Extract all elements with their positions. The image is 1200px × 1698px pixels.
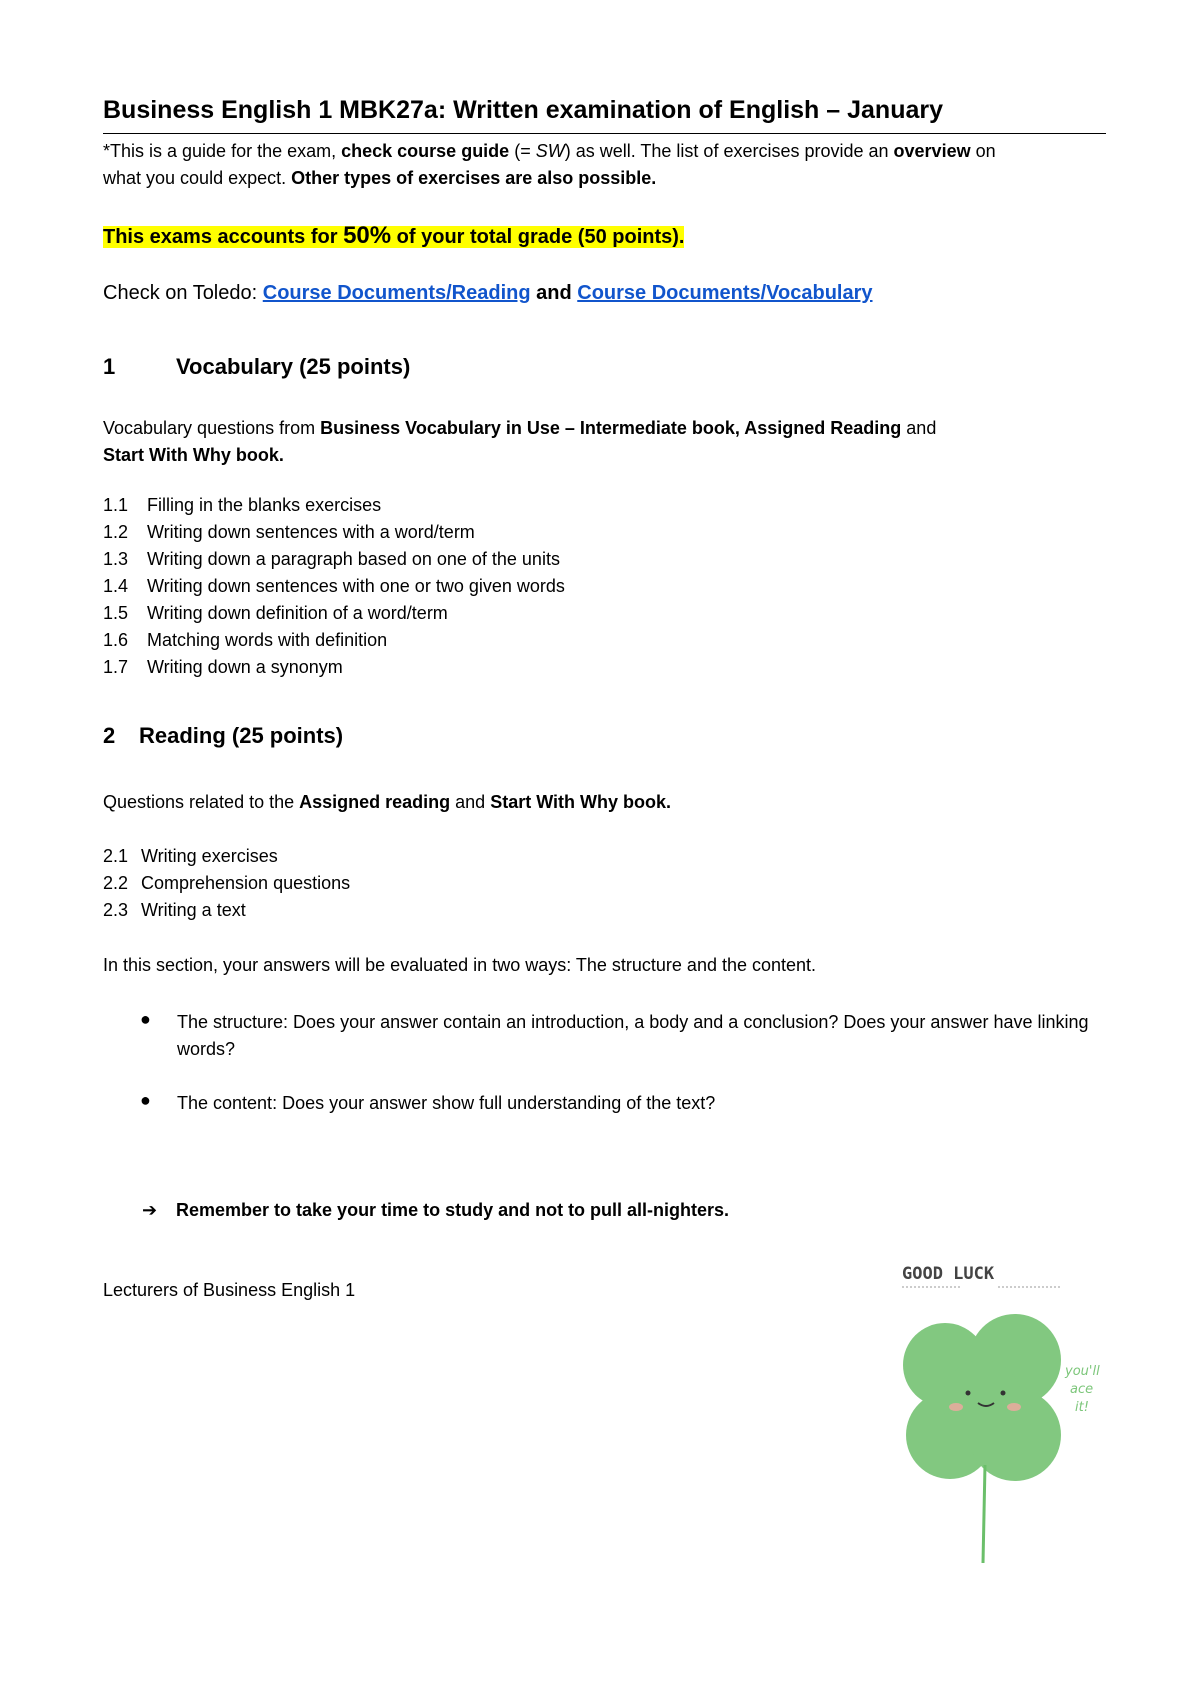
toledo-links: Check on Toledo: Course Documents/Reading and Course Documents/Vocabulary [103,282,873,304]
link-course-documents-reading[interactable]: Course Documents/Reading [262,282,531,304]
bullet-icon: ● [140,1090,151,1110]
section-1-number: 1 [103,354,116,379]
title-underline [103,133,1106,134]
page-title: Business English 1 MBK27a: Written examination of English – January [103,96,944,124]
list-item: 2.1 Writing exercises [103,846,278,866]
list-item: 1.2 Writing down sentences with a word/term [103,522,475,542]
section-1-description: Vocabulary questions from Business Vocabulary in Use – Intermediate book, Assigned Reading and Start With Why book. [103,418,937,465]
clover-icon [890,1255,1120,1575]
list-item: 2.3 Writing a text [103,900,246,920]
section-2-number: 2 [103,723,116,748]
section-2-description: Questions related to the Assigned reading and Start With Why book. [103,792,672,812]
svg-text:ace: ace [1070,1382,1094,1397]
section-2-heading: Reading (25 points) [139,723,344,748]
intro-line-1: *This is a guide for the exam, check course guide (= SW) as well. The list of exercises provide an overview on [103,141,996,161]
list-item: 1.6 Matching words with definition [103,630,388,650]
list-item: 2.2 Comprehension questions [103,873,351,893]
link-course-documents-vocabulary[interactable]: Course Documents/Vocabulary [577,282,873,304]
reminder: Remember to take your time to study and not to pull all-nighters. [176,1200,730,1220]
list-item: 1.4 Writing down sentences with one or two given words [103,576,565,596]
list-item: 1.7 Writing down a synonym [103,657,343,677]
grade-note: This exams accounts for 50% of your total grade (50 points). [103,222,685,249]
section-1-heading: Vocabulary (25 points) [176,354,411,379]
bullet-icon: ● [140,1009,151,1029]
list-item: 1.1 Filling in the blanks exercises [103,495,382,515]
evaluation-note: In this section, your answers will be evaluated in two ways: The structure and the content. [103,955,817,975]
good-luck-clover-illustration [890,1255,1120,1575]
list-item: 1.3 Writing down a paragraph based on one of the units [103,549,560,569]
svg-text:it!: it! [1075,1400,1089,1415]
intro-paragraph [103,138,996,192]
svg-text:you'll: you'll [1065,1364,1100,1379]
list-item: 1.5 Writing down definition of a word/term [103,603,448,623]
intro-line-2: what you could expect. Other types of exercises are also possible. [103,168,657,188]
signature: Lecturers of Business English 1 [103,1280,356,1300]
good-luck-text: GOOD LUCK [902,1264,995,1284]
reminder-arrow-icon: ➔ [142,1200,158,1220]
